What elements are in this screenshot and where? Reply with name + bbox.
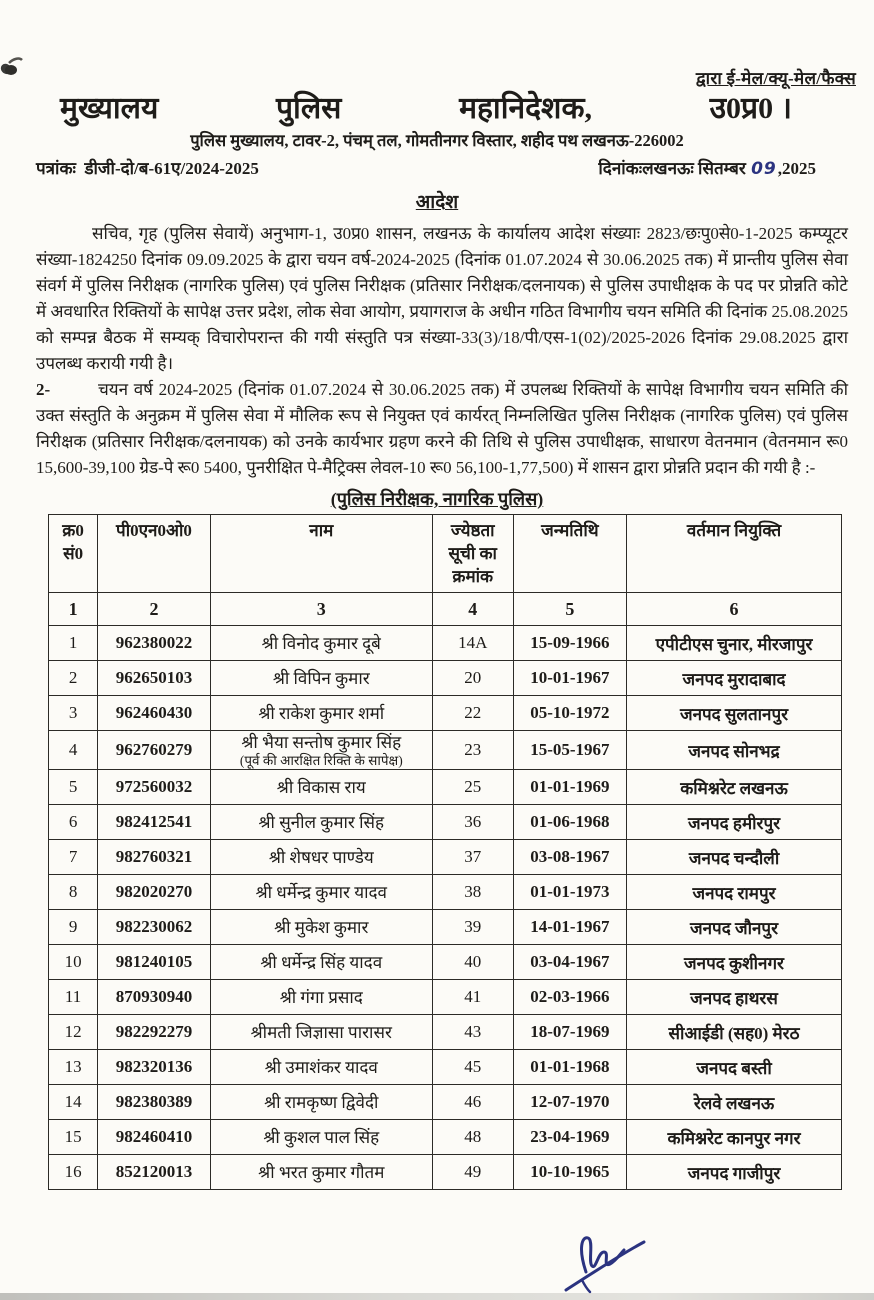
reference-row bbox=[0, 151, 874, 179]
cell-date-of-birth: 02-03-1966 bbox=[513, 980, 626, 1015]
cell-pno: 982292279 bbox=[98, 1015, 211, 1050]
cell-name bbox=[210, 696, 432, 731]
table-row bbox=[49, 1085, 842, 1120]
ink-smudge-icon bbox=[0, 48, 34, 93]
table-row bbox=[49, 1155, 842, 1190]
cell-date-of-birth: 01-06-1968 bbox=[513, 805, 626, 840]
cell-current-posting: जनपद रामपुर bbox=[627, 875, 842, 910]
cell-current-posting: जनपद हमीरपुर bbox=[627, 805, 842, 840]
table-row bbox=[49, 770, 842, 805]
cell-date-of-birth: 14-01-1967 bbox=[513, 910, 626, 945]
cell-seniority-number: 38 bbox=[432, 875, 513, 910]
cell-seniority-number: 49 bbox=[432, 1155, 513, 1190]
cell-name bbox=[210, 945, 432, 980]
cell-seniority-number: 23 bbox=[432, 731, 513, 770]
cell-date-of-birth: 10-10-1965 bbox=[513, 1155, 626, 1190]
col-number: 6 bbox=[627, 593, 842, 626]
cell-name bbox=[210, 1015, 432, 1050]
cell-pno: 870930940 bbox=[98, 980, 211, 1015]
cell-current-posting: एपीटीएस चुनार, मीरजापुर bbox=[627, 626, 842, 661]
cell-pno: 962650103 bbox=[98, 661, 211, 696]
cell-pno: 972560032 bbox=[98, 770, 211, 805]
cell-current-posting: जनपद चन्दौली bbox=[627, 840, 842, 875]
cell-pno: 852120013 bbox=[98, 1155, 211, 1190]
cell-serial-number: 10 bbox=[49, 945, 98, 980]
cell-name bbox=[210, 661, 432, 696]
cell-seniority-number: 20 bbox=[432, 661, 513, 696]
cell-seniority-number: 43 bbox=[432, 1015, 513, 1050]
cell-serial-number: 14 bbox=[49, 1085, 98, 1120]
cell-seniority-number: 39 bbox=[432, 910, 513, 945]
cell-name bbox=[210, 875, 432, 910]
col-number: 2 bbox=[98, 593, 211, 626]
officer-name: श्री उमाशंकर यादव bbox=[264, 1057, 378, 1077]
col-header-sno: क्र0 सं0 bbox=[49, 515, 98, 593]
paragraph-2 bbox=[36, 377, 848, 481]
cell-current-posting: जनपद सोनभद्र bbox=[627, 731, 842, 770]
order-heading: आदेश bbox=[415, 192, 459, 213]
cell-date-of-birth: 15-05-1967 bbox=[513, 731, 626, 770]
cell-serial-number: 3 bbox=[49, 696, 98, 731]
promotion-table bbox=[48, 514, 842, 1190]
cell-pno: 982460410 bbox=[98, 1120, 211, 1155]
cell-name bbox=[210, 1120, 432, 1155]
table-row bbox=[49, 945, 842, 980]
table-row bbox=[49, 910, 842, 945]
cell-serial-number: 16 bbox=[49, 1155, 98, 1190]
cell-current-posting: सीआईडी (सह0) मेरठ bbox=[627, 1015, 842, 1050]
cell-name bbox=[210, 1085, 432, 1120]
cell-date-of-birth: 03-04-1967 bbox=[513, 945, 626, 980]
cell-date-of-birth: 05-10-1972 bbox=[513, 696, 626, 731]
table-row bbox=[49, 980, 842, 1015]
officer-name-note: (पूर्व की आरक्षित रिक्ति के सापेक्ष) bbox=[239, 753, 403, 768]
officer-name: श्री शेषधर पाण्डेय bbox=[268, 847, 374, 867]
officer-name: श्री विकास राय bbox=[276, 777, 366, 797]
cell-date-of-birth: 23-04-1969 bbox=[513, 1120, 626, 1155]
cell-date-of-birth: 12-07-1970 bbox=[513, 1085, 626, 1120]
cell-name bbox=[210, 770, 432, 805]
table-row bbox=[49, 875, 842, 910]
cell-serial-number: 2 bbox=[49, 661, 98, 696]
col-header-dob: जन्मतिथि bbox=[513, 515, 626, 593]
cell-current-posting: जनपद सुलतानपुर bbox=[627, 696, 842, 731]
hq-address-line: पुलिस मुख्यालय, टावर-2, पंचम् तल, गोमतीनगर विस्तार, शहीद पथ लखनऊ-226002 bbox=[190, 131, 684, 150]
cell-pno: 982760321 bbox=[98, 840, 211, 875]
officer-name: श्री विपिन कुमार bbox=[272, 668, 370, 688]
cell-date-of-birth: 10-01-1967 bbox=[513, 661, 626, 696]
cell-current-posting: जनपद गाजीपुर bbox=[627, 1155, 842, 1190]
officer-name: श्री धर्मेन्द्र सिंह यादव bbox=[260, 952, 383, 972]
cell-date-of-birth: 03-08-1967 bbox=[513, 840, 626, 875]
cell-current-posting: जनपद हाथरस bbox=[627, 980, 842, 1015]
table-row bbox=[49, 661, 842, 696]
cell-name bbox=[210, 840, 432, 875]
cell-seniority-number: 36 bbox=[432, 805, 513, 840]
letter-number-value: डीजी-दो/ब-61ए/2024-2025 bbox=[84, 159, 259, 178]
cell-pno: 982412541 bbox=[98, 805, 211, 840]
cell-date-of-birth: 15-09-1966 bbox=[513, 626, 626, 661]
table-body bbox=[49, 626, 842, 1190]
paragraph-2-number: 2- bbox=[36, 380, 51, 399]
col-number: 4 bbox=[432, 593, 513, 626]
cell-serial-number: 1 bbox=[49, 626, 98, 661]
officer-name: श्री भैया सन्तोष कुमार सिंह bbox=[241, 733, 402, 752]
cell-name bbox=[210, 805, 432, 840]
table-row bbox=[49, 731, 842, 770]
officer-name: श्री विनोद कुमार दूबे bbox=[261, 633, 381, 653]
col-number: 5 bbox=[513, 593, 626, 626]
col-header-seniority: ज्येष्ठता सूची का क्रमांक bbox=[432, 515, 513, 593]
cell-serial-number: 13 bbox=[49, 1050, 98, 1085]
cell-serial-number: 6 bbox=[49, 805, 98, 840]
cell-date-of-birth: 01-01-1968 bbox=[513, 1050, 626, 1085]
cell-serial-number: 5 bbox=[49, 770, 98, 805]
officer-name: श्रीमती जिज्ञासा पारासर bbox=[250, 1022, 392, 1042]
cell-serial-number: 12 bbox=[49, 1015, 98, 1050]
title-word-police: पुलिस bbox=[276, 92, 342, 125]
cell-seniority-number: 48 bbox=[432, 1120, 513, 1155]
cell-pno: 982380389 bbox=[98, 1085, 211, 1120]
title-word-dg: महानिदेशक, bbox=[459, 92, 592, 125]
cell-seniority-number: 41 bbox=[432, 980, 513, 1015]
cell-current-posting: कमिश्नरेट कानपुर नगर bbox=[627, 1120, 842, 1155]
cell-pno: 982320136 bbox=[98, 1050, 211, 1085]
cell-current-posting: जनपद बस्ती bbox=[627, 1050, 842, 1085]
col-header-name: नाम bbox=[210, 515, 432, 593]
handwritten-date: 09 bbox=[751, 159, 777, 179]
paragraph-1 bbox=[36, 221, 848, 377]
officer-name: श्री कुशल पाल सिंह bbox=[263, 1127, 380, 1147]
officer-name: श्री धर्मेन्द्र कुमार यादव bbox=[255, 882, 387, 902]
column-number-row bbox=[49, 593, 842, 626]
date-prefix: दिनांकःलखनऊः सितम्बर bbox=[598, 159, 751, 178]
col-header-pno: पी0एन0ओ0 bbox=[98, 515, 211, 593]
cell-name bbox=[210, 1155, 432, 1190]
officer-name: श्री रामकृष्ण द्विवेदी bbox=[264, 1092, 379, 1112]
cell-pno: 982020270 bbox=[98, 875, 211, 910]
cell-name bbox=[210, 731, 432, 770]
officer-name: श्री राकेश कुमार शर्मा bbox=[258, 703, 385, 723]
officer-name: श्री गंगा प्रसाद bbox=[279, 987, 363, 1007]
cell-current-posting: कमिश्नरेट लखनऊ bbox=[627, 770, 842, 805]
cell-seniority-number: 22 bbox=[432, 696, 513, 731]
col-number: 3 bbox=[210, 593, 432, 626]
table-row bbox=[49, 1050, 842, 1085]
cell-date-of-birth: 18-07-1969 bbox=[513, 1015, 626, 1050]
cell-current-posting: रेलवे लखनऊ bbox=[627, 1085, 842, 1120]
cell-serial-number: 9 bbox=[49, 910, 98, 945]
table-row bbox=[49, 626, 842, 661]
cell-date-of-birth: 01-01-1969 bbox=[513, 770, 626, 805]
cell-pno: 962460430 bbox=[98, 696, 211, 731]
letter-number-label: पत्रांकः bbox=[36, 159, 76, 178]
cell-pno: 982230062 bbox=[98, 910, 211, 945]
cell-name bbox=[210, 1050, 432, 1085]
cell-serial-number: 4 bbox=[49, 731, 98, 770]
col-header-posting: वर्तमान नियुक्ति bbox=[627, 515, 842, 593]
col-number: 1 bbox=[49, 593, 98, 626]
cell-serial-number: 15 bbox=[49, 1120, 98, 1155]
title-word-hq: मुख्यालय bbox=[60, 92, 159, 125]
cell-seniority-number: 37 bbox=[432, 840, 513, 875]
cell-seniority-number: 40 bbox=[432, 945, 513, 980]
cell-name bbox=[210, 626, 432, 661]
cell-pno: 962380022 bbox=[98, 626, 211, 661]
letter-number bbox=[36, 156, 259, 179]
signature-icon bbox=[548, 1228, 668, 1299]
cell-name bbox=[210, 980, 432, 1015]
cell-date-of-birth: 01-01-1973 bbox=[513, 875, 626, 910]
date-line bbox=[598, 156, 816, 179]
cell-pno: 981240105 bbox=[98, 945, 211, 980]
delivery-mode-line: द्वारा ई-मेल/क्यू-मेल/फैक्स bbox=[695, 69, 856, 88]
table-row bbox=[49, 805, 842, 840]
officer-name: श्री भरत कुमार गौतम bbox=[258, 1162, 385, 1182]
table-row bbox=[49, 696, 842, 731]
paragraph-1-text: सचिव, गृह (पुलिस सेवायें) अनुभाग-1, उ0प्र0 शासन, लखनऊ के कार्यालय आदेश संख्याः 2823/छःपु0से0-1-2025 कम्प्यूटर संख्या-1824250 दिनांक 09.09.2025 के द्वारा चयन वर्ष-2024-2025 (दिनांक 01.07.2024 से 30.06.2025 तक) में प्रान्तीय पुलिस सेवा संवर्ग में पुलिस निरीक्षक (नागरिक पुलिस) एवं पुलिस निरीक्षक (प्रतिसार निरीक्षक/दलनायक) से पुलिस उपाधीक्षक के पद पर प्रोन्नति कोटे में अवधारित रिक्तियों के सापेक्ष उत्तर प्रदेश, लोक सेवा आयोग, प्रयागराज के अधीन गठित विभागीय चयन समिति की दिनांक 25.08.2025 को सम्पन्न बैठक में सम्यक् विचारोपरान्त की गयी संस्तुति पत्र संख्या-33(3)/18/पी/एस-1(02)/2025-2026 दिनांक 29.08.2025 द्वारा उपलब्ध करायी गयी है। bbox=[36, 224, 848, 373]
table-row bbox=[49, 1015, 842, 1050]
table-header-row bbox=[49, 515, 842, 593]
cell-serial-number: 7 bbox=[49, 840, 98, 875]
cell-current-posting: जनपद मुरादाबाद bbox=[627, 661, 842, 696]
scan-shadow-edge bbox=[0, 1293, 874, 1300]
cell-pno: 962760279 bbox=[98, 731, 211, 770]
cell-current-posting: जनपद जौनपुर bbox=[627, 910, 842, 945]
officer-name: श्री मुकेश कुमार bbox=[274, 917, 369, 937]
officer-name: श्री सुनील कुमार सिंह bbox=[258, 812, 385, 832]
cell-serial-number: 11 bbox=[49, 980, 98, 1015]
page-title bbox=[0, 89, 874, 127]
cell-seniority-number: 14A bbox=[432, 626, 513, 661]
cell-current-posting: जनपद कुशीनगर bbox=[627, 945, 842, 980]
date-suffix: ,2025 bbox=[777, 159, 816, 178]
table-section-title: (पुलिस निरीक्षक, नागरिक पुलिस) bbox=[330, 489, 544, 509]
table-row bbox=[49, 840, 842, 875]
table-row bbox=[49, 1120, 842, 1155]
paragraph-2-text: चयन वर्ष 2024-2025 (दिनांक 01.07.2024 से 30.06.2025 तक) में उपलब्ध रिक्तियों के सापेक्ष विभागीय चयन समिति की उक्त संस्तुति के अनुक्रम में पुलिस सेवा में मौलिक रूप से नियुक्त एवं कार्यरत् निम्नलिखित पुलिस निरीक्षक (नागरिक पुलिस) एवं पुलिस निरीक्षक (प्रतिसार निरीक्षक/दलनायक) को उनके कार्यभार ग्रहण करने की तिथि से पुलिस उपाधीक्षक, साधारण वेतनमान (वेतनमान रू0 15,600-39,100 ग्रेड-पे रू0 5400, पुनरीक्षित पे-मैट्रिक्स लेवल-10 रू0 56,100-1,77,500) में शासन द्वारा प्रोन्नति प्रदान की गयी है :- bbox=[36, 380, 848, 477]
cell-seniority-number: 45 bbox=[432, 1050, 513, 1085]
cell-seniority-number: 25 bbox=[432, 770, 513, 805]
cell-serial-number: 8 bbox=[49, 875, 98, 910]
cell-name bbox=[210, 910, 432, 945]
title-word-up: उ0प्र0 । bbox=[709, 92, 792, 125]
cell-seniority-number: 46 bbox=[432, 1085, 513, 1120]
